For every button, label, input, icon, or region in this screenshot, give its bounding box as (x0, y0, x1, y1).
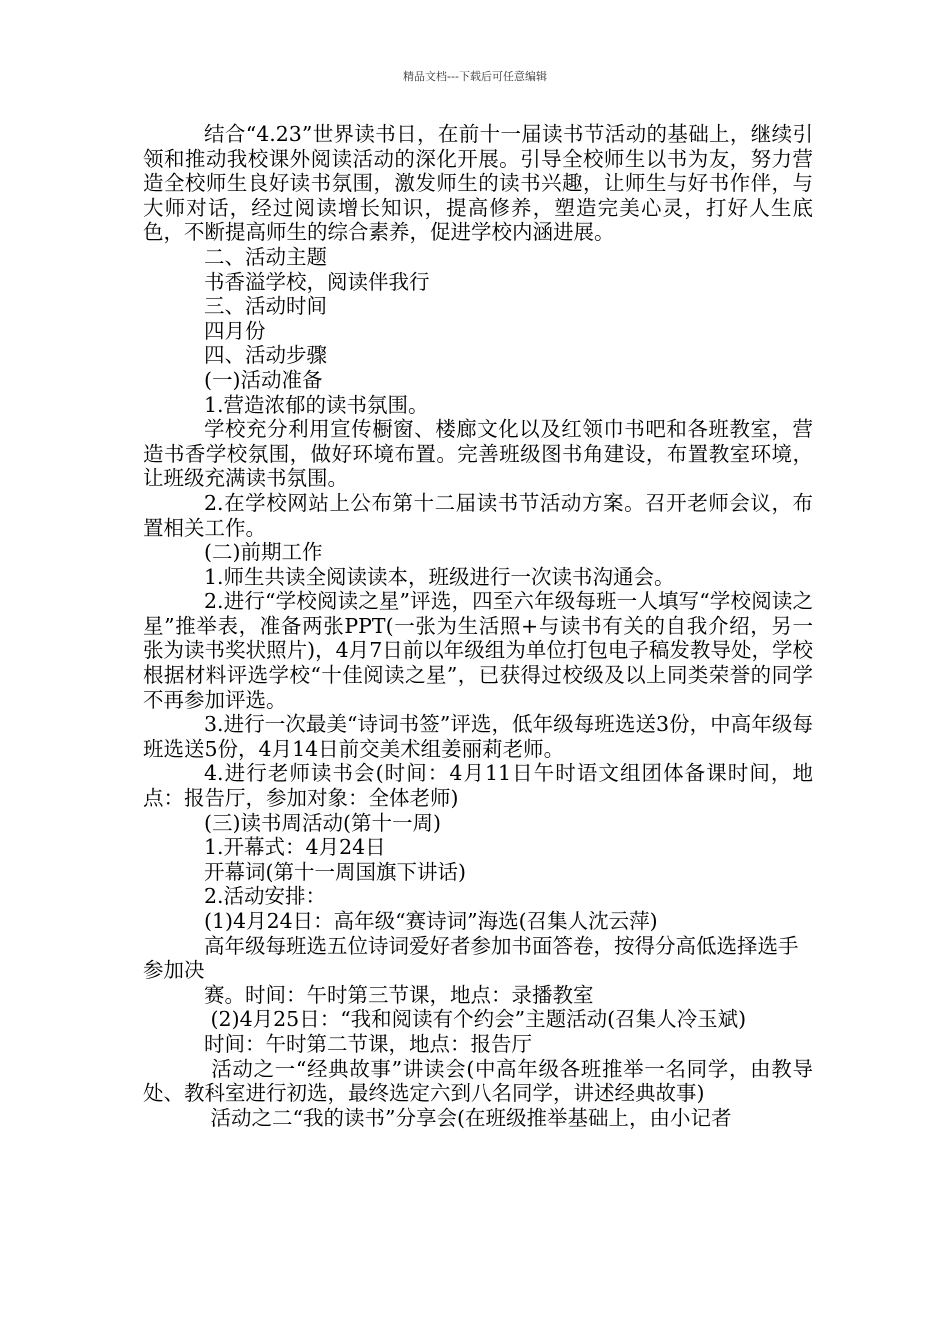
activity-1-time: 赛。时间：午时第三节课，地点：录播教室 (204, 982, 594, 1007)
early-work-item-2: 2.进行“学校阅读之星”评选，四至六年级每班一人填写“学校阅读之星”推举表，准备两张PPT(一张为生活照+与读书有关的自我介绍，另一张为读书奖状照片)，4月7日前以年级组为单位打包电子稿发教导处，学校根据材料评选学校“十佳阅读之星”，已获得过校级及以上同类荣誉的同学不再参加评选。 (143, 589, 813, 712)
activity-2: (2)4月25日：“我和阅读有个约会”主题活动(召集人冷玉斌) (204, 1007, 747, 1032)
section-heading-steps: 四、活动步骤 (204, 343, 327, 368)
section-heading-theme: 二、活动主题 (204, 244, 327, 269)
page-header: 精品文档---下载后可任意编辑 (403, 70, 547, 83)
activity-1-body: 高年级每班选五位诗词爱好者参加书面答卷，按得分高低选择选手参加决 (143, 933, 799, 983)
early-work-item-1: 1.师生共读全阅读读本，班级进行一次读书沟通会。 (204, 564, 675, 589)
subheading-reading-week: (三)读书周活动(第十一周) (204, 810, 441, 835)
preparation-item-1: 1.营造浓郁的读书氛围。 (204, 392, 429, 417)
time-text: 四月份 (204, 318, 266, 343)
section-heading-time: 三、活动时间 (204, 294, 327, 319)
early-work-item-4: 4.进行老师读书会(时间：4月11日午时语文组团体备课时间，地点：报告厅，参加对象：全体老师) (143, 761, 813, 811)
document-body (143, 122, 813, 1130)
reading-week-item-2: 2.活动安排： (204, 884, 327, 909)
activity-2-time: 时间：午时第二节课，地点：报告厅 (204, 1031, 532, 1056)
intro-paragraph: 结合“4.23”世界读书日，在前十一届读书节活动的基础上，继续引领和推动我校课外阅读活动的深化开展。引导全校师生以书为友，努力营造全校师生良好读书氛围，激发师生的读书兴趣，让师生与好书作伴，与大师对话，经过阅读增长知识，提高修养，塑造完美心灵，打好人生底色，不断提高师生的综合素养，促进学校内涵进展。 (143, 122, 813, 245)
activity-2-sub-1: 活动之一“经典故事”讲读会(中高年级各班推举一名同学，由教导处、教科室进行初选，最终选定六到八名同学，讲述经典故事) (143, 1056, 813, 1106)
subheading-early-work: (二)前期工作 (204, 540, 323, 565)
early-work-item-3: 3.进行一次最美“诗词书签”评选，低年级每班选送3份，中高年级每班选送5份，4月14日前交美术组姜丽莉老师。 (143, 712, 813, 761)
subheading-preparation: (一)活动准备 (204, 367, 323, 392)
reading-week-item-1-body: 开幕词(第十一周国旗下讲话) (204, 859, 466, 884)
activity-2-sub-2: 活动之二“我的读书”分享会(在班级推举基础上，由小记者 (204, 1105, 732, 1130)
activity-1: (1)4月24日：高年级“赛诗词”海选(召集人沈云萍) (204, 909, 658, 933)
preparation-item-1-body: 学校充分利用宣传橱窗、楼廊文化以及红领巾书吧和各班教室，营造书香学校氛围，做好环境布置。完善班级图书角建设，布置教室环境，让班级充满读书氛围。 (143, 417, 813, 491)
preparation-item-2: 2.在学校网站上公布第十二届读书节活动方案。召开老师会议，布置相关工作。 (143, 490, 813, 540)
theme-text: 书香溢学校，阅读伴我行 (204, 269, 430, 294)
reading-week-item-1: 1.开幕式：4月24日 (204, 835, 386, 860)
